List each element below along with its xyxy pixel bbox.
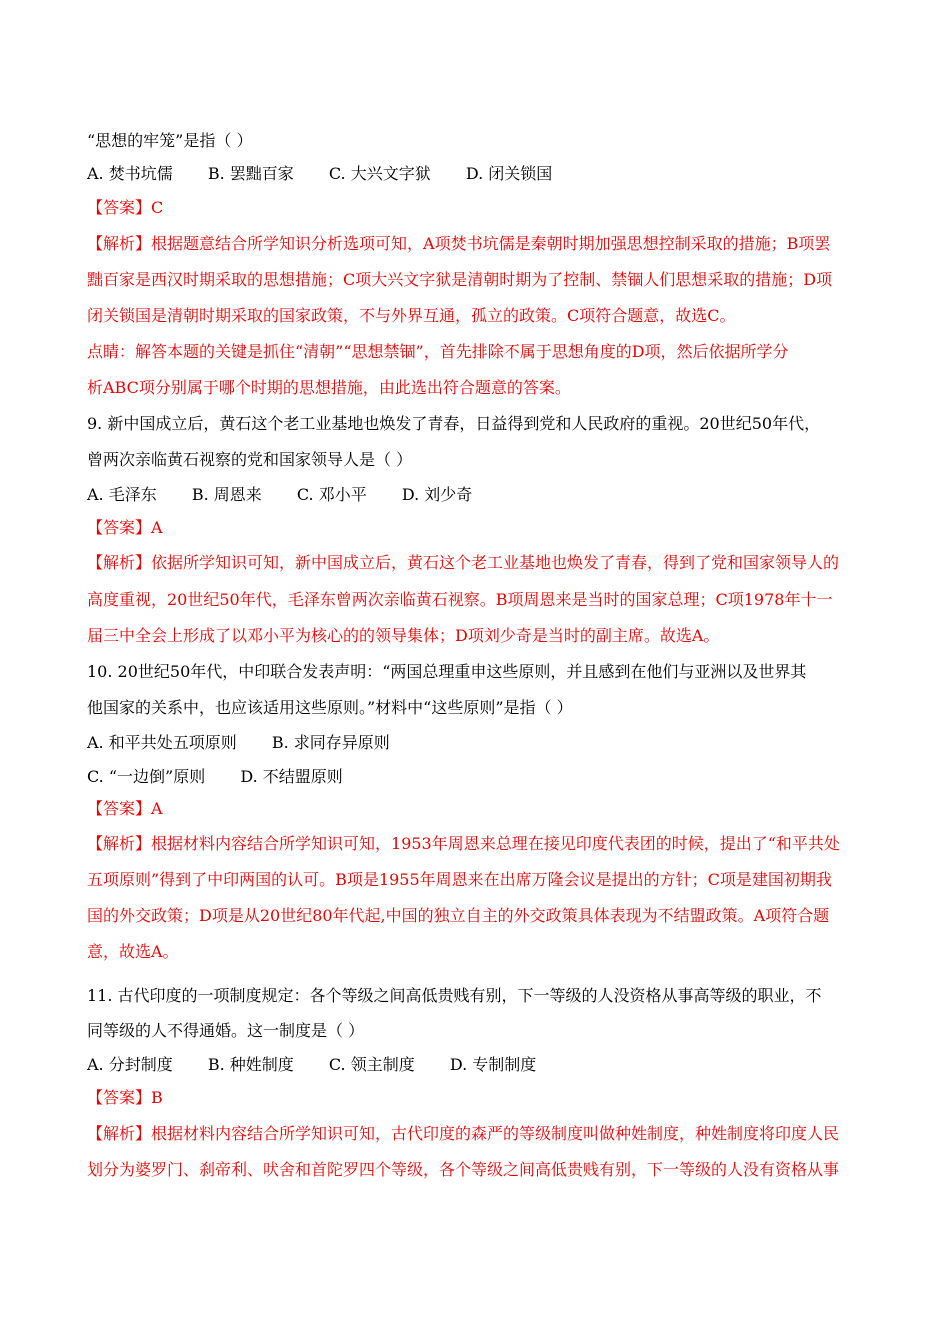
answer-label: 【答案】	[87, 198, 152, 217]
q11-stem-line-2: 同等级的人不得通婚。这一制度是（ ）	[87, 1021, 365, 1040]
analysis-text: 根据题意结合所学知识分析选项可知，A项焚书坑儒是秦朝时期加强思想控制采取的措施；B项罢	[151, 234, 831, 253]
q11-option-a: A. 分封制度	[87, 1055, 173, 1074]
answer-value: B	[151, 1088, 163, 1107]
q8-analysis-line-1	[87, 233, 830, 255]
q11-analysis-line-1	[87, 1123, 839, 1145]
q9-answer	[87, 517, 163, 539]
q10-option-c: C. “一边倒”原则	[87, 767, 206, 786]
answer-label: 【答案】	[87, 799, 152, 818]
q9-analysis-line-2: 高度重视，20世纪50年代，毛泽东曾两次亲临黄石视察。B项周恩来是当时的国家总理；C项1978年十一	[87, 590, 833, 609]
q11-answer	[87, 1087, 163, 1109]
q10-analysis-line-4: 意，故选A。	[87, 942, 179, 961]
q9-analysis-line-3: 届三中全会上形成了以邓小平为核心的的领导集体；D项刘少奇是当时的副主席。故选A。	[87, 626, 720, 645]
analysis-label: 【解析】	[87, 1124, 152, 1143]
q8-answer	[87, 197, 163, 219]
q11-option-c: C. 领主制度	[328, 1055, 415, 1074]
q11-stem-line-1: 11. 古代印度的一项制度规定：各个等级之间高低贵贱有别，下一等级的人没资格从事高等级的职业，不	[87, 986, 822, 1005]
q10-answer	[87, 798, 163, 820]
q10-analysis-line-3: 国的外交政策；D项是从20世纪80年代起,中国的独立自主的外交政策具体表现为不结盟政策。A项符合题	[87, 906, 830, 925]
analysis-label: 【解析】	[87, 553, 152, 572]
q9-option-b: B. 周恩来	[191, 485, 262, 504]
q9-options	[87, 484, 502, 506]
q8-option-a: A. 焚书坑儒	[87, 164, 173, 183]
analysis-text: 根据材料内容结合所学知识可知，1953年周恩来总理在接见印度代表团的时候，提出了“和平共处	[151, 834, 840, 853]
q10-analysis-line-1	[87, 833, 840, 855]
q8-option-c: C. 大兴文字狱	[328, 164, 431, 183]
q8-options	[87, 163, 582, 185]
q10-option-a: A. 和平共处五项原则	[87, 733, 237, 752]
q8-analysis-line-3: 闭关锁国是清朝时期采取的国家政策，不与外界互通，孤立的政策。C项符合题意，故选C。	[87, 306, 736, 325]
q8-tip-line-2: 析ABC项分别属于哪个时期的思想措施，由此选出符合题意的答案。	[87, 378, 571, 397]
q8-analysis-line-2: 黜百家是西汉时期采取的思想措施；C项大兴文字狱是清朝时期为了控制、禁锢人们思想采取的措施；D项	[87, 270, 833, 289]
q11-option-b: B. 种姓制度	[207, 1055, 294, 1074]
q10-stem-line-2: 他国家的关系中，也应该适用这些原则。”材料中“这些原则”是指（ ）	[87, 698, 573, 717]
q10-stem-line-1: 10. 20世纪50年代，中印联合发表声明：“两国总理重申这些原则，并且感到在他们与亚洲以及世界其	[87, 662, 807, 681]
q10-option-b: B. 求同存异原则	[271, 733, 390, 752]
answer-value: A	[151, 518, 163, 537]
q8-tip-line-1: 点睛：解答本题的关键是抓住“清朝”“思想禁锢”，首先排除不属于思想角度的D项，然后依据所学分	[87, 342, 789, 361]
q8-option-d: D. 闭关锁国	[465, 164, 553, 183]
analysis-text: 依据所学知识可知，新中国成立后，黄石这个老工业基地也焕发了青春，得到了党和国家领导人的	[151, 553, 840, 572]
q11-analysis-line-2: 划分为婆罗门、刹帝利、吠舍和首陀罗四个等级，各个等级之间高低贵贱有别，下一等级的人没有资格从事	[87, 1160, 840, 1179]
q11-options	[87, 1054, 566, 1076]
q10-options-row-2	[87, 766, 373, 788]
answer-value: C	[151, 198, 164, 217]
q10-option-d: D. 不结盟原则	[240, 767, 343, 786]
q10-options-row-1	[87, 732, 420, 754]
q9-option-c: C. 邓小平	[296, 485, 367, 504]
q11-option-d: D. 专制制度	[449, 1055, 537, 1074]
q8-stem: “思想的牢笼”是指（ ）	[87, 131, 253, 150]
answer-label: 【答案】	[87, 518, 152, 537]
q8-option-b: B. 罢黜百家	[207, 164, 294, 183]
answer-value: A	[151, 799, 163, 818]
q10-analysis-line-2: 五项原则”得到了中印两国的认可。B项是1955年周恩来在出席万隆会议是提出的方针；C项是建国初期我	[87, 870, 832, 889]
q9-stem-line-2: 曾两次亲临黄石视察的党和国家领导人是（ ）	[87, 450, 413, 469]
q9-analysis-line-1	[87, 552, 839, 574]
answer-label: 【答案】	[87, 1088, 152, 1107]
q9-option-d: D. 刘少奇	[401, 485, 473, 504]
analysis-label: 【解析】	[87, 834, 152, 853]
analysis-text: 根据材料内容结合所学知识可知，古代印度的森严的等级制度叫做种姓制度，种姓制度将印度人民	[151, 1124, 840, 1143]
analysis-label: 【解析】	[87, 234, 152, 253]
q9-option-a: A. 毛泽东	[87, 485, 157, 504]
q9-stem-line-1: 9. 新中国成立后，黄石这个老工业基地也焕发了青春，日益得到党和人民政府的重视。20世纪50年代，	[87, 414, 821, 433]
